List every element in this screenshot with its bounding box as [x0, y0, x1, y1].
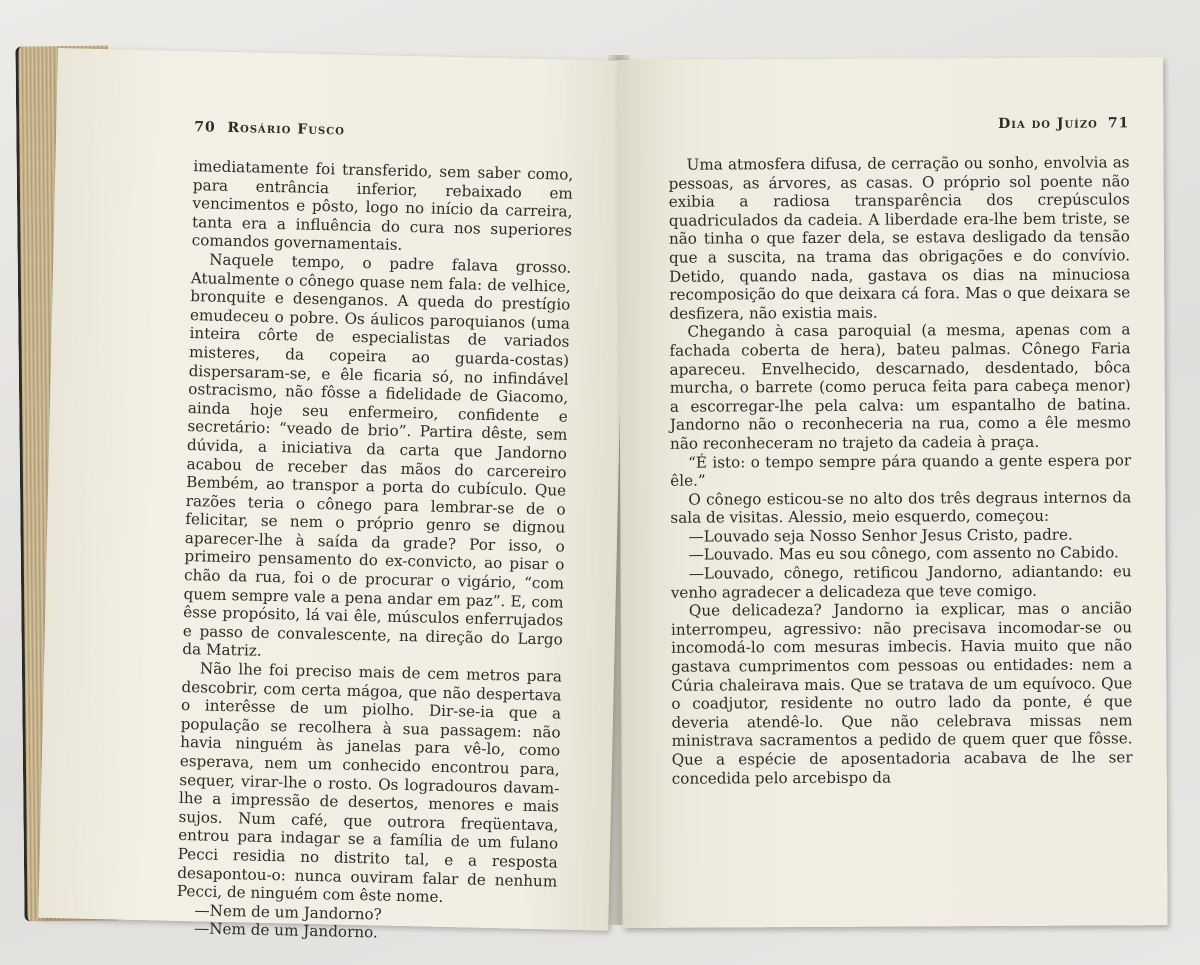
right-page-number: 71 — [1107, 115, 1130, 132]
paragraph: —Nem de um Jandorno? — [194, 901, 383, 924]
left-page-header — [194, 119, 574, 144]
right-page-text — [669, 153, 1133, 788]
paragraph: O cônego esticou-se no alto dos três degraus internos da sala de visitas. Alessio, meio esquerdo, começou: — [670, 488, 1132, 528]
right-page-header — [668, 115, 1129, 133]
paragraph: Uma atmosfera difusa, de cerração ou sonho, envolvia as pessoas, as árvores, as casas. O próprio sol poente não exibia a radiosa transparência dos crepúsculos quadriculados da cadeia. A liberdade era-lhe bem triste, se não tinha o que fazer dela, se estava desligado da tensão que a suscita, na trama das obrigações e do convívio. Detido, quando nada, gastava os dias na minuciosa recomposição do que deixara cá fora. Mas o que deixara se desfizera, não existia mais. — [668, 153, 1131, 323]
left-running-head: Rosário Fusco — [227, 119, 346, 139]
right-running-head: Dia do Juízo — [998, 115, 1098, 133]
paragraph: —Louvado. Mas eu sou cônego, com assento no Cabido. — [688, 543, 1119, 565]
paragraph: —Nem de um Jandorno. — [193, 919, 378, 942]
paragraph: —Louvado seja Nosso Senhor Jesus Cristo, padre. — [688, 525, 1073, 546]
paragraph: —Louvado, cônego, retificou Jandorno, adiantando: eu venho agradecer a delicadeza que teve comigo. — [670, 562, 1132, 602]
paragraph: imediatamente foi transferido, sem saber como, para entrância inferior, rebaixado em vencimentos e pôsto, logo no início da carreira, tanta era a influência do cura nos superiores comandos governamentais. — [191, 157, 574, 255]
left-page — [38, 48, 628, 942]
left-page-text — [176, 157, 574, 946]
paragraph: Que delicadeza? Jandorno ia explicar, mas o ancião interrompeu, agressivo: não precisava incomodar-se ou incomodá-lo com mesuras imbecis. Havia muito que não gastava cumprimentos com pessoas ou entidades: nem a Cúria chaleirava mais. Que se tratava de um equívoco. Que o coadjutor, residente no outro lado da ponte, é que deveria atendê-lo. Que não celebrava missas nem ministrava sacramentos a pedido de quem quer que fôsse. Que a espécie de aposentadoria acabava de lhe ser concedida pelo arcebispo da — [670, 599, 1133, 788]
paragraph: Chegando à casa paroquial (a mesma, apenas com a fachada coberta de hera), bateu palmas. Cônego Faria apareceu. Envelhecido, descarnado, desdentado, bôca murcha, o barrete (como peruca feita para cabeça menor) a escorregar-lhe pela calva: um espantalho de batina. Jandorno não o reconheceria na rua, como a êle mesmo não reconheceram no trajeto da cadeia à praça. — [669, 320, 1131, 453]
right-page — [618, 57, 1168, 928]
left-page-number: 70 — [194, 119, 216, 136]
paragraph: Não lhe foi preciso mais de cem metros para descobrir, com certa mágoa, que não despertava o interêsse de um piolho. Dir-se-ia que a população se recolhera à sua passagem: não havia ninguém às janelas para vê-lo, como esperava, nem um conhecido encontrou para, sequer, virar-lhe o rosto. Os logradouros davam-lhe a impressão de desertos, menores e mais sujos. Num café, que outrora freqüentava, entrou para indagar se a família de um fulano Pecci residia no distrito tal, e a resposta desapontou-o: nunca ouviram falar de nenhum Pecci, de ninguém com êste nome. — [176, 659, 563, 907]
paragraph: Naquele tempo, o padre falava grosso. Atualmente o cônego quase nem fala: de velhice, bronquite e desenganos. A queda do prestígio emudeceu o pobre. Os áulicos paroquianos (uma inteira côrte de especialistas de variados misteres, da copeira ao guarda-costas) dispersaram-se, e êle ficaria só, no infindável ostracismo, não fôsse a fidelidade de Giacomo, ainda hoje seu enfermeiro, confidente e secretário: “veado de brio”. Partira dêste, sem dúvida, a iniciativa da carta que Jandorno acabou de receber das mãos do carcereiro Bembém, ao transpor a porta do cubículo. Que razões teria o cônego para lembrar-se de o felicitar, se nem o próprio genro se dignou aparecer-lhe à saída da grade? Por isso, o primeiro pensamento do ex-convicto, ao pisar o chão da rua, foi o de procurar o vigário, “com quem sempre vale a pena andar em paz”. E, com êsse propósito, lá vai êle, músculos enferrujados e passo de convalescente, na direção do Largo da Matriz. — [182, 250, 572, 661]
paragraph: “É isto: o tempo sempre pára quando a gente espera por êle.” — [670, 450, 1132, 490]
